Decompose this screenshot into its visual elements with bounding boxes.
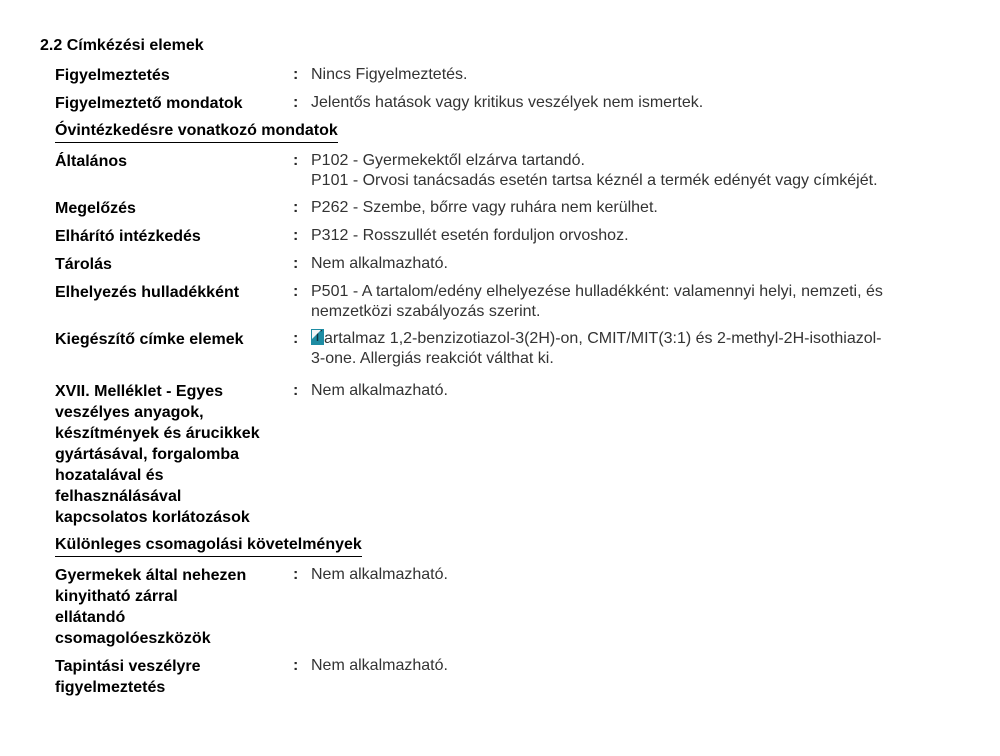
field-label: Általános xyxy=(55,153,128,170)
section-title: 2.2 Címkézési elemek xyxy=(40,37,204,54)
colon-separator: : xyxy=(293,227,299,244)
field-row xyxy=(55,198,970,219)
field-label: Gyermekek által nehezen kinyitható zárral ellátandó csomagolóeszközök xyxy=(55,567,247,647)
colon-separator: : xyxy=(293,657,299,674)
colon-separator: : xyxy=(293,330,299,347)
field-row xyxy=(55,656,970,698)
field-label: Elhelyezés hulladékként xyxy=(55,284,240,301)
colon-separator: : xyxy=(293,152,299,169)
field-label: Figyelmeztetés xyxy=(55,67,170,84)
field-value: T artalmaz 1,2-benzizotiazol-3(2H)-on, CMIT/MIT(3:1) és 2-methyl-2H-isothiazol- 3-one. Allergiás reakciót válthat ki. xyxy=(311,329,882,367)
field-label: Megelőzés xyxy=(55,200,136,217)
field-label: Tapintási veszélyre figyelmeztetés xyxy=(55,658,201,696)
field-label: Tárolás xyxy=(55,256,112,273)
field-value: Nem alkalmazható. xyxy=(311,255,448,272)
subsection-heading: Különleges csomagolási követelmények xyxy=(55,535,970,557)
colon-separator: : xyxy=(293,255,299,272)
field-row xyxy=(55,93,970,114)
labelling-elements-list xyxy=(40,65,970,698)
field-value: P262 - Szembe, bőrre vagy ruhára nem kerülhet. xyxy=(311,199,658,216)
field-row xyxy=(55,565,970,649)
field-label: Figyelmeztető mondatok xyxy=(55,95,243,112)
field-row xyxy=(55,65,970,86)
field-value: P312 - Rosszullét esetén forduljon orvoshoz. xyxy=(311,227,629,244)
colon-separator: : xyxy=(293,66,299,83)
field-value: P102 - Gyermekektől elzárva tartandó. P101 - Orvosi tanácsadás esetén tartsa kéznél a termék edényét vagy címkéjét. xyxy=(311,152,878,189)
colon-separator: : xyxy=(293,94,299,111)
subsection-heading: Óvintézkedésre vonatkozó mondatok xyxy=(55,121,970,143)
field-value: Nem alkalmazható. xyxy=(311,657,448,674)
field-value: Nem alkalmazható. xyxy=(311,382,448,399)
field-label: Elhárító intézkedés xyxy=(55,228,201,245)
field-value: Nincs Figyelmeztetés. xyxy=(311,66,468,83)
field-label: XVII. Melléklet - Egyes veszélyes anyagok, készítmények és árucikkek gyártásával, forgalomba hozatalával és felhasználásával kapcsolatos korlátozások xyxy=(55,383,260,526)
field-value: Jelentős hatások vagy kritikus veszélyek nem ismertek. xyxy=(311,94,704,111)
colon-separator: : xyxy=(293,566,299,583)
colon-separator: : xyxy=(293,199,299,216)
field-row xyxy=(55,151,970,191)
field-row xyxy=(55,329,970,369)
field-value: P501 - A tartalom/edény elhelyezése hulladékként: valamennyi helyi, nemzeti, és nemzetközi szabályozás szerint. xyxy=(311,283,883,320)
field-row xyxy=(55,282,970,322)
field-row xyxy=(55,254,970,275)
colon-separator: : xyxy=(293,283,299,300)
field-label: Kiegészítő címke elemek xyxy=(55,331,244,348)
text-selection-highlight: T xyxy=(312,329,323,345)
field-row xyxy=(55,381,970,528)
colon-separator: : xyxy=(293,382,299,399)
field-row xyxy=(55,226,970,247)
field-value: Nem alkalmazható. xyxy=(311,566,448,583)
